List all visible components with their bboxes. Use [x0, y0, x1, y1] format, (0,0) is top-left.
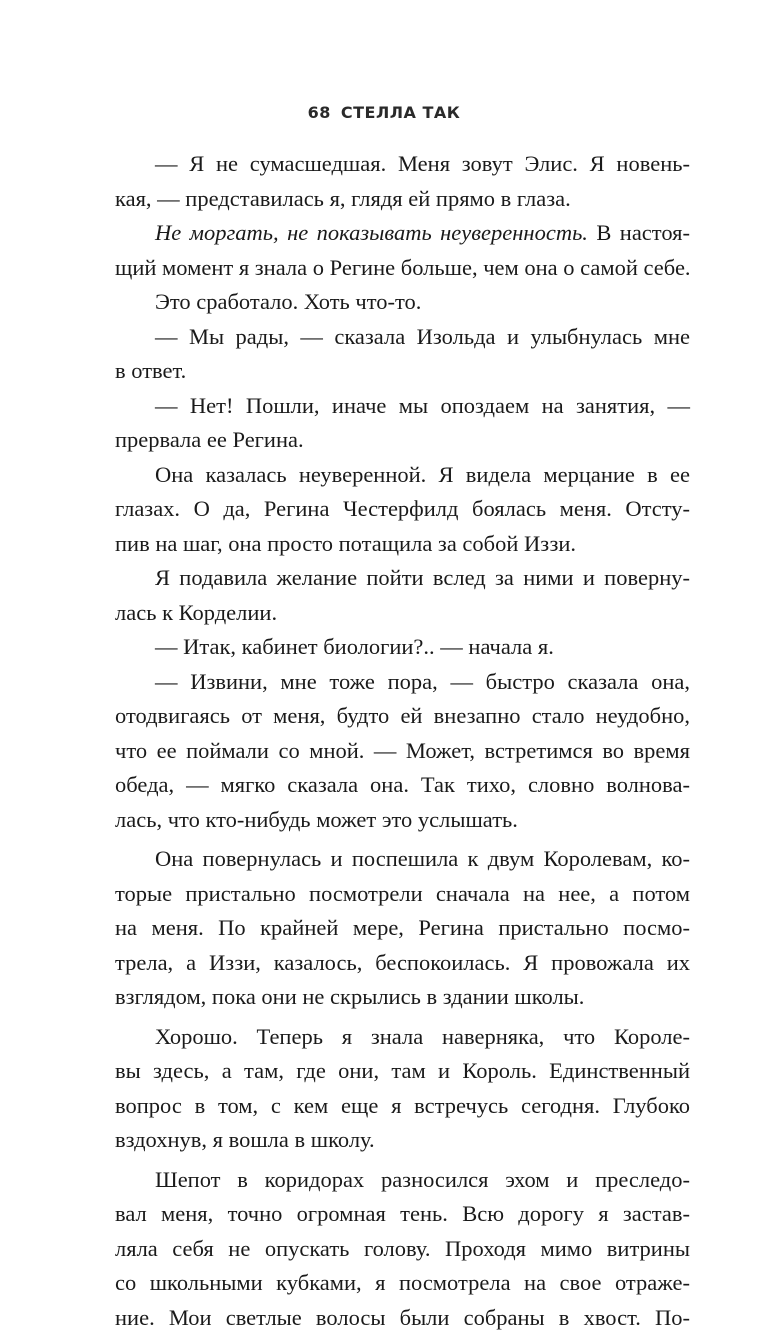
text-line: торые пристально посмотрели сначала на нее, а потом [115, 877, 690, 912]
text-line: лась, что кто-нибудь может это услышать. [115, 803, 690, 838]
text-line [115, 216, 690, 251]
text-line: Я подавила желание пойти вслед за ними и поверну- [115, 561, 690, 596]
text-line: взглядом, пока они не скрылись в здании школы. [115, 980, 690, 1015]
paragraph [115, 842, 690, 1015]
text-line: Хорошо. Теперь я знала наверняка, что Короле- [115, 1020, 690, 1055]
text-line: глазах. О да, Регина Честерфилд боялась меня. Отсту- [115, 492, 690, 527]
text-line: вал меня, точно огромная тень. Всю дорогу я застав- [115, 1197, 690, 1232]
text-line: Шепот в коридорах разносился эхом и преследо- [115, 1163, 690, 1198]
text-line: пив на шаг, она просто потащила за собой Иззи. [115, 527, 690, 562]
running-head-author: СТЕЛЛА ТАК [341, 103, 461, 122]
text-line: вопрос в том, с кем еще я встречусь сегодня. Глубоко [115, 1089, 690, 1124]
paragraph [115, 1020, 690, 1158]
text-span: В настоя- [588, 220, 690, 245]
text-line: — Извини, мне тоже пора, — быстро сказала она, [115, 665, 690, 700]
paragraph [115, 561, 690, 630]
body-text [115, 147, 690, 1335]
text-line: на меня. По крайней мере, Регина пристально посмо- [115, 911, 690, 946]
running-head [0, 103, 768, 122]
text-line: трела, а Иззи, казалось, беспокоилась. Я провожала их [115, 946, 690, 981]
text-line: Это сработало. Хоть что-то. [115, 285, 690, 320]
text-line: — Итак, кабинет биологии?.. — начала я. [115, 630, 690, 665]
text-line: Она казалась неуверенной. Я видела мерцание в ее [115, 458, 690, 493]
text-line: со школьными кубками, я посмотрела на свое отраже- [115, 1266, 690, 1301]
text-line: Она повернулась и поспешила к двум Королевам, ко- [115, 842, 690, 877]
text-line: — Нет! Пошли, иначе мы опоздаем на занятия, — [115, 389, 690, 424]
paragraph [115, 389, 690, 458]
paragraph [115, 630, 690, 665]
page-number: 68 [308, 103, 331, 122]
text-line: ляла себя не опускать голову. Проходя мимо витрины [115, 1232, 690, 1267]
text-line: — Я не сумасшедшая. Меня зовут Элис. Я новень- [115, 147, 690, 182]
paragraph [115, 665, 690, 838]
paragraph [115, 458, 690, 562]
text-line: ние. Мои светлые волосы были собраны в хвост. По- [115, 1301, 690, 1335]
italic-phrase: Не моргать, не показывать неуверенность. [155, 220, 588, 245]
text-line: что ее поймали со мной. — Может, встретимся во время [115, 734, 690, 769]
text-line: обеда, — мягко сказала она. Так тихо, словно волнова- [115, 768, 690, 803]
text-line: в ответ. [115, 354, 690, 389]
paragraph [115, 216, 690, 285]
text-line: лась к Корделии. [115, 596, 690, 631]
text-line: кая, — представилась я, глядя ей прямо в глаза. [115, 182, 690, 217]
text-line: щий момент я знала о Регине больше, чем она о самой себе. [115, 251, 690, 286]
paragraph [115, 1163, 690, 1335]
paragraph [115, 320, 690, 389]
text-line: вздохнув, я вошла в школу. [115, 1123, 690, 1158]
text-line: отодвигаясь от меня, будто ей внезапно стало неудобно, [115, 699, 690, 734]
paragraph [115, 147, 690, 216]
paragraph [115, 285, 690, 320]
text-line: — Мы рады, — сказала Изольда и улыбнулась мне [115, 320, 690, 355]
text-line: прервала ее Регина. [115, 423, 690, 458]
text-line: вы здесь, а там, где они, там и Король. Единственный [115, 1054, 690, 1089]
